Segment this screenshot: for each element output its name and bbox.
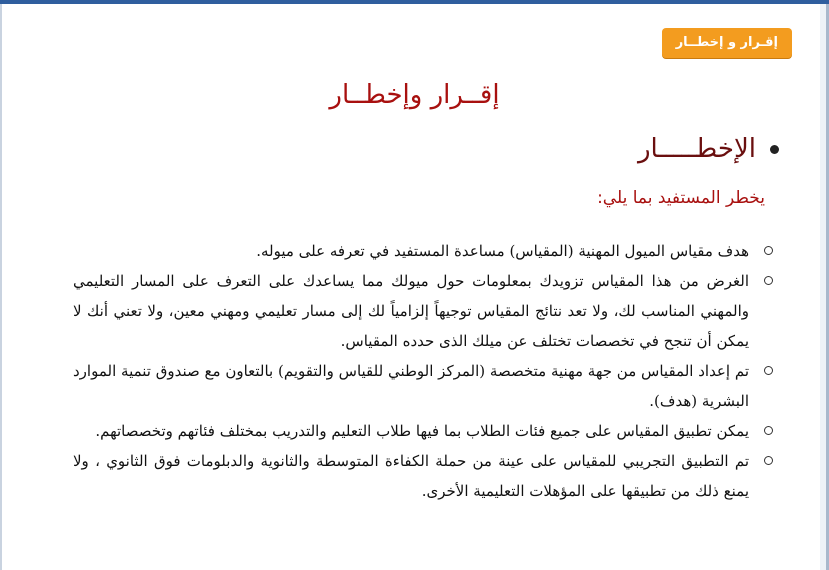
list-item-text: هدف مقياس الميول المهنية (المقياس) مساعدة المستفيد في تعرفه على ميوله. — [256, 242, 749, 260]
circle-bullet-icon — [764, 246, 773, 255]
circle-bullet-icon — [764, 276, 773, 285]
circle-bullet-icon — [764, 426, 773, 435]
list-item-text: الغرض من هذا المقياس تزويدك بمعلومات حول ميولك مما يساعدك على التعرف على المسار التعليمي والمهني المناسب لك، ولا تعد نتائج المقياس توجيهاً إلزامياً لك إلى مسار تعليمي ومهني معين، ولا تعني أنك لا يمكن أن تنجح في تخصصات تختلف عن ميلك الذى حدده المقياس. — [73, 272, 749, 350]
circle-bullet-icon — [764, 366, 773, 375]
list-item — [73, 266, 749, 356]
page-title: إقــرار وإخطــار — [329, 80, 500, 110]
section-heading — [638, 134, 779, 164]
notice-list — [73, 236, 749, 506]
list-item — [73, 236, 749, 266]
section-tab-badge[interactable]: إقـرار و إخطــار — [662, 28, 792, 58]
list-item-text: تم التطبيق التجريبي للمقياس على عينة من حملة الكفاءة المتوسطة والثانوية والدبلومات فوق الثانوي ، ولا يمنع ذلك من تطبيقها على المؤهلات التعليمية الأخرى. — [73, 452, 749, 500]
bullet-icon — [770, 145, 779, 154]
list-item — [73, 416, 749, 446]
top-border — [0, 0, 829, 4]
list-item — [73, 446, 749, 506]
section-heading-label: الإخطـــــار — [637, 134, 756, 164]
circle-bullet-icon — [764, 456, 773, 465]
list-item-text: يمكن تطبيق المقياس على جميع فئات الطلاب بما فيها طلاب التعليم والتدريب بمختلف فئاتهم وتخصصاتهم. — [95, 422, 749, 440]
notice-intro: يخطر المستفيد بما يلي: — [597, 188, 765, 208]
list-item-text: تم إعداد المقياس من جهة مهنية متخصصة (المركز الوطني للقياس والتقويم) بالتعاون مع صندوق تنمية الموارد البشرية (هدف). — [73, 362, 749, 410]
list-item — [73, 356, 749, 416]
